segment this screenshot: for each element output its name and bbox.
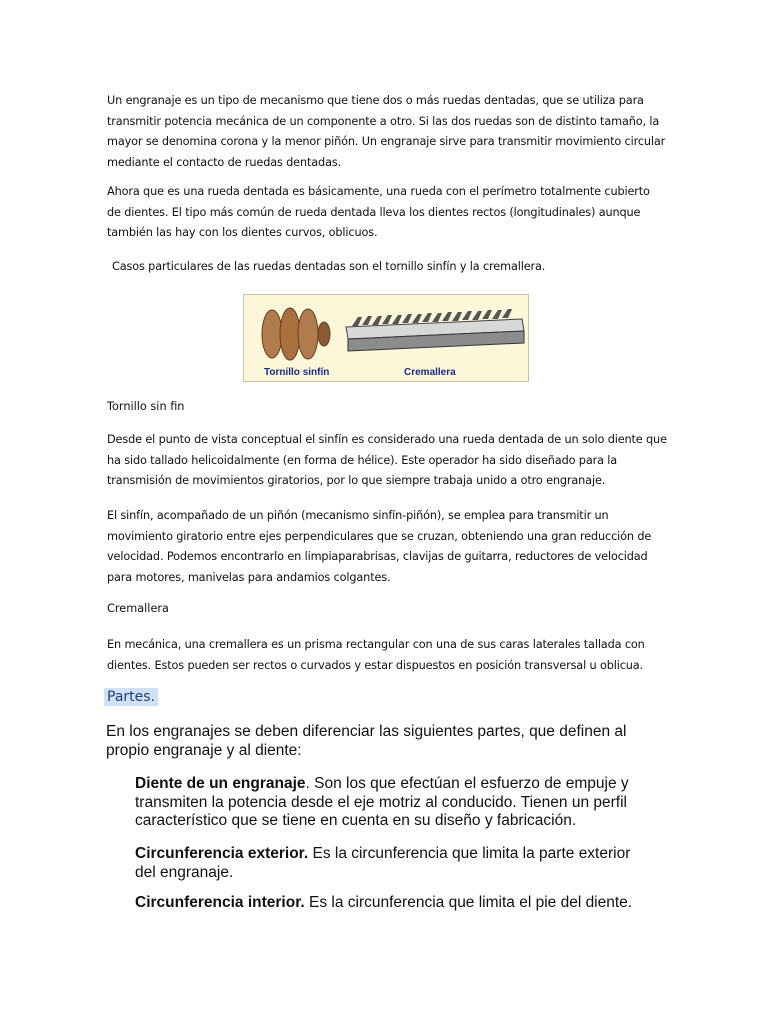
section-title-partes: Partes. bbox=[104, 688, 158, 706]
paragraph-intro: Un engranaje es un tipo de mecanismo que tiene dos o más ruedas dentadas, que se utiliza para transmitir potencia mecánica de un componente a otro. Si las dos ruedas son de distinto tamaño, la mayor se denomina corona y la menor piñón. Un engranaje sirve para transmitir movimiento circular mediante el contacto de ruedas dentadas. bbox=[107, 94, 666, 169]
definition-circunferencia-interior: Es la circunferencia que limita el pie del diente. bbox=[304, 894, 633, 911]
term-diente: Diente de un engranaje bbox=[135, 775, 306, 792]
paragraph-cremallera: En mecánica, una cremallera es un prisma rectangular con una de sus caras laterales tallada con dientes. Estos pueden ser rectos o curvados y estar dispuestos en posición transversal u oblicua. bbox=[107, 638, 645, 672]
gears-figure bbox=[243, 294, 529, 382]
definition-circunferencia-exterior: Es la circunferencia que limita la parte exterior del engranaje. bbox=[135, 845, 631, 881]
heading-cremallera: Cremallera bbox=[107, 602, 169, 615]
worm-screw-image bbox=[262, 308, 330, 360]
figure-caption-cremallera: Cremallera bbox=[404, 367, 456, 378]
rack-image bbox=[346, 309, 524, 351]
term-circunferencia-interior: Circunferencia interior. bbox=[135, 894, 305, 911]
list-item-circunferencia-exterior bbox=[135, 845, 655, 882]
paragraph-rueda-dentada: Ahora que es una rueda dentada es básicamente, una rueda con el perímetro totalmente cubierto de dientes. El tipo más común de rueda dentada lleva los dientes rectos (longitudinales) aunque también las hay con los dientes curvos, oblicuos. bbox=[107, 185, 650, 239]
paragraph-sinfin-concepto: Desde el punto de vista conceptual el sinfín es considerado una rueda dentada de un solo diente que ha sido tallado helicoidalmente (en forma de hélice). Este operador ha sido diseñado para la transmisión de movimientos giratorios, por lo que siempre trabaja unido a otro engranaje. bbox=[107, 433, 667, 487]
definition-diente: . Son los que efectúan el esfuerzo de empuje y transmiten la potencia desde el eje motriz al conducido. Tienen un perfil característico que se tiene en cuenta en su diseño y fabricación. bbox=[135, 775, 629, 829]
paragraph-partes-intro: En los engranajes se deben diferenciar las siguientes partes, que definen al propio engranaje y al diente: bbox=[106, 723, 627, 759]
list-item-circunferencia-interior bbox=[135, 894, 655, 913]
figure-caption-tornillo: Tornillo sinfín bbox=[264, 367, 330, 378]
list-item-diente bbox=[135, 775, 655, 831]
heading-tornillo-sin-fin: Tornillo sin fin bbox=[107, 400, 185, 413]
paragraph-casos: Casos particulares de las ruedas dentadas son el tornillo sinfín y la cremallera. bbox=[112, 260, 546, 273]
paragraph-sinfin-pinon: El sinfín, acompañado de un piñón (mecanismo sinfín-piñón), se emplea para transmitir un movimiento giratorio entre ejes perpendiculares que se cruzan, obteniendo una gran reducción de velocidad. Podemos encontrarlo en limpiaparabrisas, clavijas de guitarra, reductores de velocidad para motores, manivelas para andamios colgantes. bbox=[107, 509, 652, 584]
term-circunferencia-exterior: Circunferencia exterior. bbox=[135, 845, 309, 862]
